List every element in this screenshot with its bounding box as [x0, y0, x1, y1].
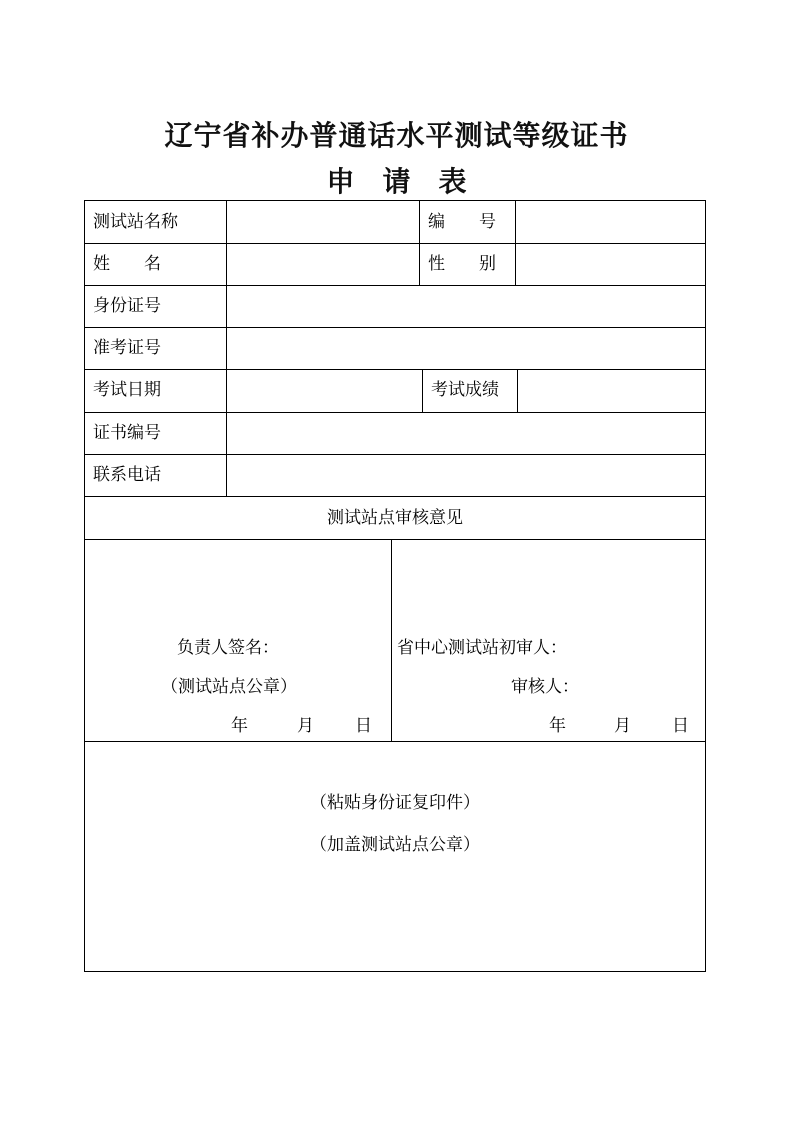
exam-score-field[interactable] — [518, 370, 705, 412]
exam-date-field[interactable] — [227, 370, 422, 412]
application-form — [84, 200, 706, 972]
row-divider — [85, 496, 705, 497]
right-date-month: 月 — [614, 716, 631, 736]
reviewer-label: 审核人： — [511, 677, 579, 697]
number-label: 编 号 — [428, 212, 496, 232]
admission-label: 准考证号 — [93, 338, 161, 358]
certificate-no-label: 证书编号 — [93, 423, 161, 443]
number-field[interactable] — [516, 202, 705, 243]
id-card-label: 身份证号 — [93, 296, 161, 316]
station-name-label: 测试站名称 — [93, 212, 178, 232]
admission-field[interactable] — [227, 328, 705, 369]
right-date-year: 年 — [549, 716, 566, 736]
column-divider — [391, 539, 392, 741]
right-date-day: 日 — [672, 716, 689, 736]
document-subtitle: 申 请 表 — [326, 165, 467, 198]
stamp-seal-note: （加盖测试站点公章） — [310, 835, 480, 855]
exam-score-label: 考试成绩 — [431, 380, 499, 400]
review-section-title: 测试站点审核意见 — [327, 508, 463, 528]
station-seal-label: （测试站点公章） — [161, 677, 297, 697]
name-label: 姓 名 — [93, 254, 161, 274]
left-date-day: 日 — [355, 716, 372, 736]
column-divider — [422, 369, 423, 412]
gender-field[interactable] — [516, 244, 705, 285]
row-divider — [85, 539, 705, 540]
paste-id-copy-note: （粘贴身份证复印件） — [310, 793, 480, 813]
left-date-month: 月 — [297, 716, 314, 736]
id-copy-paste-area — [85, 742, 705, 971]
gender-label: 性 别 — [428, 254, 496, 274]
left-date-year: 年 — [231, 716, 248, 736]
station-name-field[interactable] — [227, 202, 419, 243]
phone-field[interactable] — [227, 455, 705, 496]
phone-label: 联系电话 — [93, 465, 161, 485]
responsible-signature-label: 负责人签名： — [177, 638, 279, 658]
id-card-field[interactable] — [227, 286, 705, 327]
column-divider — [419, 201, 420, 285]
provincial-first-reviewer-label: 省中心测试站初审人： — [397, 638, 567, 658]
exam-date-label: 考试日期 — [93, 380, 161, 400]
name-field[interactable] — [227, 244, 419, 285]
certificate-no-field[interactable] — [227, 413, 705, 454]
document-title: 辽宁省补办普通话水平测试等级证书 — [164, 119, 629, 152]
